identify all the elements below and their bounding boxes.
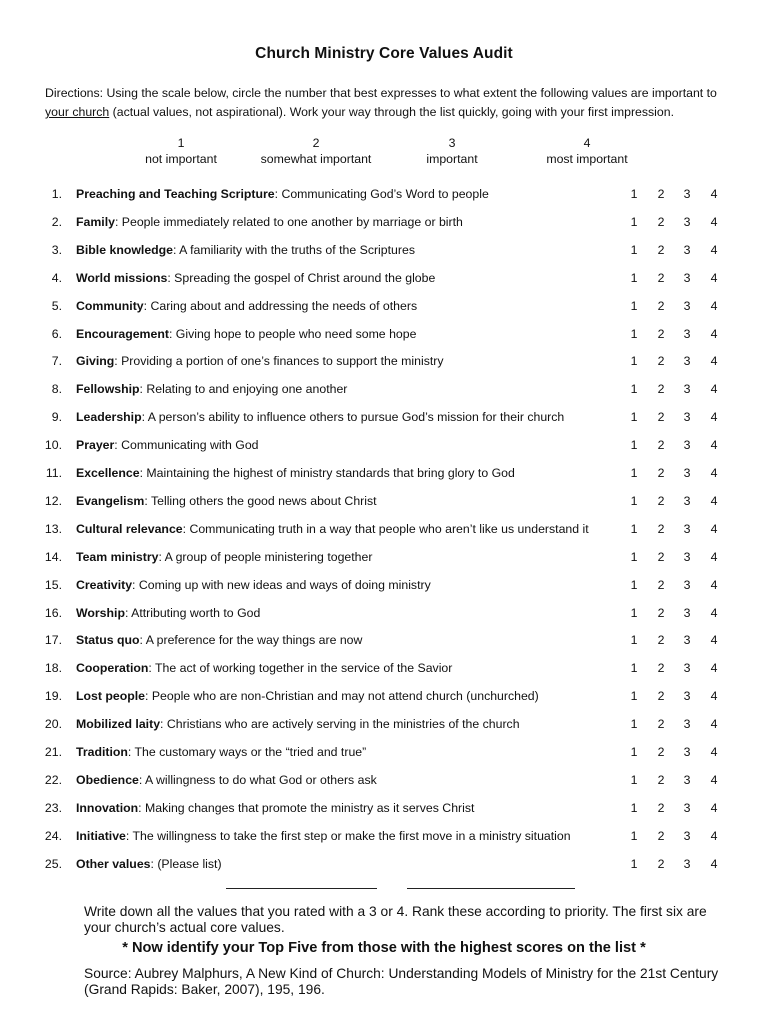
item-number: 25. <box>44 857 62 871</box>
rating-option-1[interactable]: 1 <box>630 689 638 703</box>
item-text <box>76 599 260 627</box>
item-number: 4. <box>51 271 62 285</box>
list-item <box>0 375 768 403</box>
rating-option-4[interactable]: 4 <box>710 578 718 592</box>
item-number: 23. <box>44 801 62 815</box>
item-text <box>76 626 362 654</box>
item-term: Community <box>76 299 144 313</box>
item-description: : A group of people ministering together <box>158 550 373 564</box>
rating-option-1[interactable]: 1 <box>630 606 638 620</box>
item-text <box>76 180 489 208</box>
item-term: Other values <box>76 857 151 871</box>
answer-line[interactable] <box>226 888 377 889</box>
list-item <box>0 347 768 375</box>
rating-option-4[interactable]: 4 <box>710 661 718 675</box>
rating-option-4[interactable]: 4 <box>710 745 718 759</box>
item-term: Preaching and Teaching Scripture <box>76 187 275 201</box>
item-term: Initiative <box>76 829 126 843</box>
item-number: 16. <box>44 606 62 620</box>
list-item <box>0 543 768 571</box>
item-description: : The act of working together in the service of the Savior <box>148 661 453 675</box>
rating-option-2[interactable]: 2 <box>657 466 665 480</box>
footer-instruction: Write down all the values that you rated with a 3 or 4. Rank these according to priority. The first six are your church’s actual core values. <box>84 904 707 935</box>
rating-option-3[interactable]: 3 <box>683 382 691 396</box>
item-description: : Relating to and enjoying one another <box>139 382 348 396</box>
item-number: 18. <box>44 661 62 675</box>
rating-option-2[interactable]: 2 <box>657 857 665 871</box>
rating-option-2[interactable]: 2 <box>657 606 665 620</box>
item-description: : People immediately related to one another by marriage or birth <box>114 215 463 229</box>
rating-option-1[interactable]: 1 <box>630 299 638 313</box>
rating-option-2[interactable]: 2 <box>657 633 665 647</box>
rating-option-4[interactable]: 4 <box>710 243 718 257</box>
rating-option-4[interactable]: 4 <box>710 271 718 285</box>
rating-option-2[interactable]: 2 <box>657 717 665 731</box>
item-text <box>76 654 452 682</box>
item-description: : People who are non-Christian and may not attend church (unchurched) <box>145 689 539 703</box>
list-item <box>0 822 768 850</box>
rating-option-3[interactable]: 3 <box>683 745 691 759</box>
item-number: 7. <box>51 354 62 368</box>
item-text <box>76 320 416 348</box>
item-number: 9. <box>51 410 62 424</box>
list-item <box>0 710 768 738</box>
rating-option-3[interactable]: 3 <box>683 606 691 620</box>
item-text <box>76 571 431 599</box>
rating-option-1[interactable]: 1 <box>630 187 638 201</box>
item-text <box>76 710 520 738</box>
item-term: Giving <box>76 354 115 368</box>
item-number: 10. <box>44 438 62 452</box>
rating-option-1[interactable]: 1 <box>630 243 638 257</box>
item-term: Encouragement <box>76 327 169 341</box>
rating-option-4[interactable]: 4 <box>710 299 718 313</box>
rating-option-3[interactable]: 3 <box>683 717 691 731</box>
rating-option-3[interactable]: 3 <box>683 215 691 229</box>
scale-item-4 <box>512 135 662 167</box>
item-number: 17. <box>44 633 62 647</box>
item-text <box>76 794 474 822</box>
rating-option-2[interactable]: 2 <box>657 243 665 257</box>
rating-option-2[interactable]: 2 <box>657 773 665 787</box>
scale-number: 2 <box>312 136 320 150</box>
list-item <box>0 180 768 208</box>
rating-option-3[interactable]: 3 <box>683 410 691 424</box>
item-description: : A preference for the way things are now <box>139 633 363 647</box>
item-term: Cultural relevance <box>76 522 183 536</box>
item-number: 11. <box>45 466 62 480</box>
rating-option-4[interactable]: 4 <box>710 187 718 201</box>
list-item <box>0 626 768 654</box>
rating-option-1[interactable]: 1 <box>630 215 638 229</box>
item-number: 3. <box>51 243 62 257</box>
item-term: Fellowship <box>76 382 140 396</box>
item-text <box>76 403 564 431</box>
item-description: : A familiarity with the truths of the Scriptures <box>173 243 415 257</box>
list-item <box>0 236 768 264</box>
item-text <box>76 292 417 320</box>
item-description: : (Please list) <box>150 857 222 871</box>
rating-option-1[interactable]: 1 <box>630 717 638 731</box>
directions-rest: (actual values, not aspirational). Work your way through the list quickly, going with your first impression. <box>109 105 675 119</box>
rating-option-3[interactable]: 3 <box>683 327 691 341</box>
footer-callout: * Now identify your Top Five from those with the highest scores on the list * <box>122 940 646 956</box>
rating-option-3[interactable]: 3 <box>683 801 691 815</box>
rating-option-3[interactable]: 3 <box>683 550 691 564</box>
rating-option-4[interactable]: 4 <box>710 633 718 647</box>
rating-option-2[interactable]: 2 <box>657 745 665 759</box>
item-term: Family <box>76 215 115 229</box>
directions-intro: Directions: Using the scale below, circle the number that best expresses to what extent the following values are important to <box>45 86 717 100</box>
item-number: 20. <box>44 717 62 731</box>
item-description: : A person’s ability to influence others to pursue God’s mission for their church <box>141 410 565 424</box>
scale-number: 3 <box>448 136 456 150</box>
scale-label: important <box>426 152 478 166</box>
list-item <box>0 208 768 236</box>
rating-option-1[interactable]: 1 <box>630 550 638 564</box>
item-text <box>76 347 444 375</box>
item-description: : Caring about and addressing the needs of others <box>143 299 418 313</box>
directions-underlined: your church <box>45 105 110 119</box>
rating-option-4[interactable]: 4 <box>710 494 718 508</box>
item-description: : Communicating God’s Word to people <box>274 187 489 201</box>
rating-option-3[interactable]: 3 <box>683 661 691 675</box>
rating-option-4[interactable]: 4 <box>710 689 718 703</box>
list-item <box>0 738 768 766</box>
rating-option-2[interactable]: 2 <box>657 438 665 452</box>
item-text <box>76 850 222 878</box>
rating-option-4[interactable]: 4 <box>710 773 718 787</box>
rating-option-1[interactable]: 1 <box>630 578 638 592</box>
rating-option-1[interactable]: 1 <box>630 271 638 285</box>
item-number: 2. <box>51 215 62 229</box>
rating-option-3[interactable]: 3 <box>683 187 691 201</box>
directions-text <box>45 84 735 122</box>
scale-label: most important <box>546 152 628 166</box>
rating-option-2[interactable]: 2 <box>657 661 665 675</box>
item-text <box>76 822 571 850</box>
item-term: Leadership <box>76 410 142 424</box>
rating-option-2[interactable]: 2 <box>657 494 665 508</box>
rating-option-2[interactable]: 2 <box>657 550 665 564</box>
scale-item-3 <box>377 135 527 167</box>
rating-option-4[interactable]: 4 <box>710 438 718 452</box>
item-number: 1. <box>51 187 62 201</box>
item-description: : Attributing worth to God <box>124 606 261 620</box>
item-number: 12. <box>44 494 62 508</box>
rating-option-3[interactable]: 3 <box>683 271 691 285</box>
item-term: Worship <box>76 606 125 620</box>
rating-option-4[interactable]: 4 <box>710 550 718 564</box>
item-description: : Providing a portion of one’s finances to support the ministry <box>114 354 444 368</box>
rating-option-1[interactable]: 1 <box>630 410 638 424</box>
item-number: 13. <box>44 522 62 536</box>
rating-option-1[interactable]: 1 <box>630 773 638 787</box>
rating-option-1[interactable]: 1 <box>630 438 638 452</box>
rating-option-2[interactable]: 2 <box>657 354 665 368</box>
answer-line[interactable] <box>407 888 575 889</box>
rating-option-2[interactable]: 2 <box>657 327 665 341</box>
item-term: Team ministry <box>76 550 159 564</box>
item-description: : Christians who are actively serving in the ministries of the church <box>160 717 520 731</box>
item-text <box>76 543 372 571</box>
rating-option-4[interactable]: 4 <box>710 215 718 229</box>
rating-option-4[interactable]: 4 <box>710 327 718 341</box>
rating-option-2[interactable]: 2 <box>657 689 665 703</box>
rating-option-1[interactable]: 1 <box>630 801 638 815</box>
rating-option-1[interactable]: 1 <box>630 327 638 341</box>
item-description: : Coming up with new ideas and ways of doing ministry <box>132 578 431 592</box>
item-description: : Communicating with God <box>114 438 259 452</box>
list-item <box>0 766 768 794</box>
rating-option-3[interactable]: 3 <box>683 494 691 508</box>
scale-item-2 <box>241 135 391 167</box>
item-number: 24. <box>44 829 62 843</box>
rating-option-3[interactable]: 3 <box>683 829 691 843</box>
item-term: World missions <box>76 271 168 285</box>
rating-option-2[interactable]: 2 <box>657 271 665 285</box>
item-term: Mobilized laity <box>76 717 161 731</box>
rating-option-4[interactable]: 4 <box>710 382 718 396</box>
rating-option-4[interactable]: 4 <box>710 606 718 620</box>
rating-option-1[interactable]: 1 <box>630 466 638 480</box>
list-item <box>0 264 768 292</box>
list-item <box>0 794 768 822</box>
rating-option-3[interactable]: 3 <box>683 578 691 592</box>
rating-option-1[interactable]: 1 <box>630 661 638 675</box>
rating-option-1[interactable]: 1 <box>630 829 638 843</box>
rating-option-2[interactable]: 2 <box>657 801 665 815</box>
rating-scale <box>0 135 768 169</box>
rating-option-4[interactable]: 4 <box>710 717 718 731</box>
rating-option-1[interactable]: 1 <box>630 382 638 396</box>
item-term: Innovation <box>76 801 139 815</box>
rating-option-4[interactable]: 4 <box>710 857 718 871</box>
item-term: Bible knowledge <box>76 243 174 257</box>
item-text <box>76 682 539 710</box>
scale-number: 1 <box>177 136 185 150</box>
list-item <box>0 292 768 320</box>
scale-label: somewhat important <box>260 152 372 166</box>
rating-option-3[interactable]: 3 <box>683 438 691 452</box>
rating-option-2[interactable]: 2 <box>657 578 665 592</box>
item-term: Creativity <box>76 578 133 592</box>
item-term: Tradition <box>76 745 128 759</box>
rating-option-1[interactable]: 1 <box>630 857 638 871</box>
item-term: Obedience <box>76 773 139 787</box>
item-description: : Spreading the gospel of Christ around the globe <box>167 271 436 285</box>
list-item <box>0 599 768 627</box>
list-item <box>0 431 768 459</box>
rating-option-2[interactable]: 2 <box>657 382 665 396</box>
list-item <box>0 515 768 543</box>
item-text <box>76 264 435 292</box>
scale-item-1 <box>106 135 256 167</box>
item-text <box>76 459 515 487</box>
item-number: 19. <box>44 689 62 703</box>
item-term: Cooperation <box>76 661 149 675</box>
rating-option-1[interactable]: 1 <box>630 494 638 508</box>
item-number: 8. <box>51 382 62 396</box>
rating-option-3[interactable]: 3 <box>683 857 691 871</box>
rating-option-4[interactable]: 4 <box>710 801 718 815</box>
item-description: : Giving hope to people who need some hope <box>168 327 417 341</box>
scale-number: 4 <box>583 136 591 150</box>
item-description: : Making changes that promote the ministry as it serves Christ <box>138 801 475 815</box>
rating-option-3[interactable]: 3 <box>683 522 691 536</box>
rating-option-2[interactable]: 2 <box>657 522 665 536</box>
rating-option-4[interactable]: 4 <box>710 466 718 480</box>
item-number: 22. <box>44 773 62 787</box>
rating-option-1[interactable]: 1 <box>630 633 638 647</box>
rating-option-4[interactable]: 4 <box>710 522 718 536</box>
list-item <box>0 403 768 431</box>
list-item <box>0 682 768 710</box>
rating-option-3[interactable]: 3 <box>683 689 691 703</box>
rating-option-1[interactable]: 1 <box>630 745 638 759</box>
rating-option-2[interactable]: 2 <box>657 215 665 229</box>
item-number: 5. <box>51 299 62 313</box>
answer-lines <box>0 878 768 892</box>
rating-option-3[interactable]: 3 <box>683 243 691 257</box>
rating-option-3[interactable]: 3 <box>683 354 691 368</box>
item-number: 21. <box>44 745 62 759</box>
item-term: Evangelism <box>76 494 145 508</box>
footer-source: Source: Aubrey Malphurs, A New Kind of Church: Understanding Models of Ministry for the 21st Century (Grand Rapids: Baker, 2007), 195, 196. <box>84 966 719 997</box>
item-text <box>76 431 259 459</box>
item-term: Excellence <box>76 466 140 480</box>
item-number: 6. <box>51 327 62 341</box>
list-item <box>0 459 768 487</box>
item-description: : The customary ways or the “tried and true” <box>127 745 367 759</box>
rating-option-3[interactable]: 3 <box>683 466 691 480</box>
list-item <box>0 654 768 682</box>
rating-option-4[interactable]: 4 <box>710 829 718 843</box>
rating-option-4[interactable]: 4 <box>710 354 718 368</box>
list-item <box>0 850 768 878</box>
rating-option-3[interactable]: 3 <box>683 773 691 787</box>
item-text <box>76 236 415 264</box>
item-number: 15. <box>44 578 62 592</box>
rating-option-2[interactable]: 2 <box>657 187 665 201</box>
rating-option-3[interactable]: 3 <box>683 633 691 647</box>
item-term: Lost people <box>76 689 146 703</box>
rating-option-3[interactable]: 3 <box>683 299 691 313</box>
item-description: : Telling others the good news about Christ <box>144 494 377 508</box>
item-text <box>76 766 377 794</box>
page-title: Church Ministry Core Values Audit <box>255 45 513 62</box>
item-term: Prayer <box>76 438 115 452</box>
rating-option-1[interactable]: 1 <box>630 522 638 536</box>
item-text <box>76 487 377 515</box>
rating-option-2[interactable]: 2 <box>657 299 665 313</box>
item-number: 14. <box>44 550 62 564</box>
item-description: : A willingness to do what God or others ask <box>138 773 377 787</box>
rating-option-4[interactable]: 4 <box>710 410 718 424</box>
rating-option-2[interactable]: 2 <box>657 829 665 843</box>
item-description: : The willingness to take the first step or make the first move in a ministry situation <box>125 829 571 843</box>
item-text <box>76 515 589 543</box>
rating-option-2[interactable]: 2 <box>657 410 665 424</box>
item-text <box>76 208 463 236</box>
list-item <box>0 487 768 515</box>
item-description: : Communicating truth in a way that people who aren’t like us understand it <box>182 522 589 536</box>
rating-option-1[interactable]: 1 <box>630 354 638 368</box>
item-description: : Maintaining the highest of ministry standards that bring glory to God <box>139 466 515 480</box>
item-text <box>76 375 347 403</box>
item-text <box>76 738 366 766</box>
list-item <box>0 571 768 599</box>
scale-label: not important <box>145 152 217 166</box>
list-item <box>0 320 768 348</box>
item-term: Status quo <box>76 633 140 647</box>
